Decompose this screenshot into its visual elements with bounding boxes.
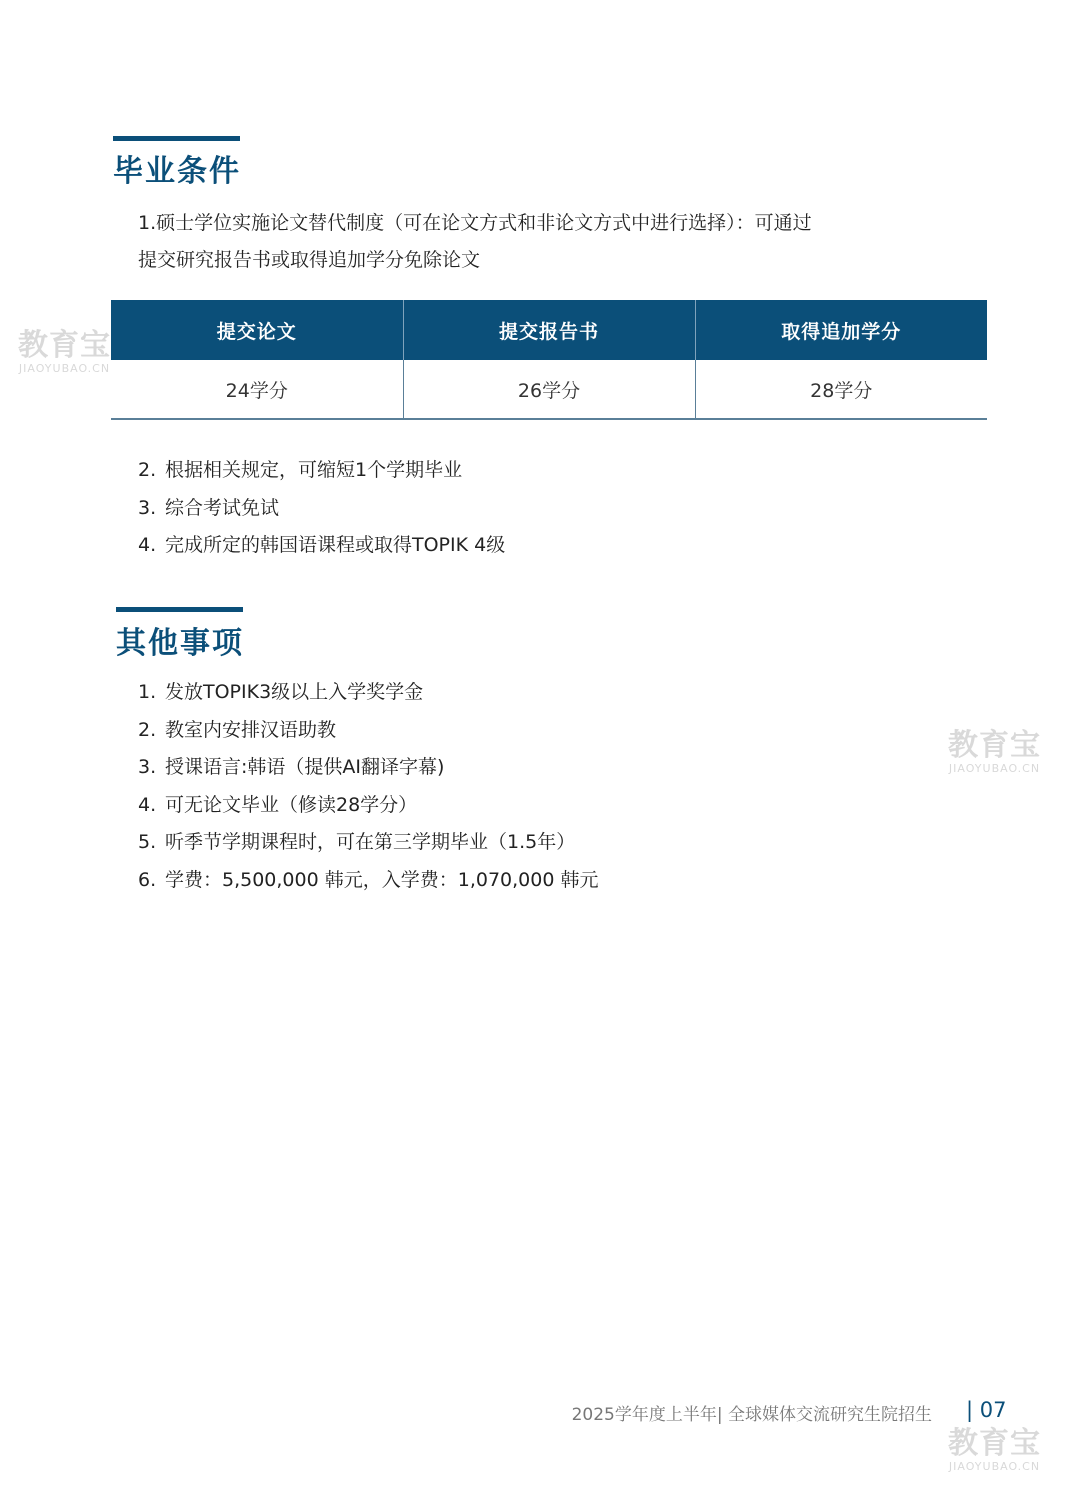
list-item-text: 授课语言:韩语（提供AI翻译字幕) [165,756,445,778]
footer-title: 2025学年度上半年| 全球媒体交流研究生院招生 [571,1405,932,1425]
watermark-logo-url: JIAOYUBAO.CN [948,762,1041,775]
section-other-bar [116,607,243,612]
footer-page-number: | 07 [966,1398,1007,1422]
list-item [138,490,505,528]
graduation-list [138,452,505,565]
list-item-number: 4. [138,793,157,816]
graduation-intro-line2: 提交研究报告书或取得追加学分免除论文 [138,249,481,271]
list-item-number: 6. [138,868,157,891]
list-item [138,824,598,862]
list-item [138,527,505,565]
list-item-text: 教室内安排汉语助教 [165,718,337,741]
list-item [138,452,505,490]
table-row [111,360,987,419]
section-other-title: 其他事项 [116,626,244,661]
section-graduation-title: 毕业条件 [113,154,241,189]
list-item-text: 听季节学期课程时，可在第三学期毕业（1.5年） [165,831,576,853]
credit-table-value-report: 26学分 [403,360,695,419]
list-item-text: 发放TOPIK3级以上入学奖学金 [165,681,424,703]
credit-table-value-credits: 28学分 [695,360,987,419]
credit-table-header-thesis: 提交论文 [111,300,403,360]
watermark-logo-url: JIAOYUBAO.CN [18,362,111,375]
other-list [138,674,598,899]
list-item-number: 1. [138,681,157,703]
credit-table-header-report: 提交报告书 [403,300,695,360]
list-item-text: 综合考试免试 [165,496,280,519]
watermark-logo-url: JIAOYUBAO.CN [948,1460,1041,1473]
graduation-intro-line1: 1.硕士学位实施论文替代制度（可在论文方式和非论文方式中进行选择）：可通过 [138,212,812,234]
watermark-logo [948,730,1041,775]
credit-table [111,300,987,420]
list-item-number: 5. [138,831,157,853]
list-item-number: 3. [138,496,157,519]
list-item-number: 2. [138,459,157,481]
list-item [138,862,598,900]
list-item [138,749,598,787]
list-item-text: 学费：5,500,000 韩元，入学费：1,070,000 韩元 [165,868,599,891]
watermark-logo [18,330,111,375]
list-item-text: 根据相关规定，可缩短1个学期毕业 [165,459,463,481]
watermark-logo-text: 教育宝 [948,1426,1041,1461]
credit-table-value-thesis: 24学分 [111,360,403,419]
list-item [138,712,598,750]
list-item-number: 4. [138,534,157,556]
list-item-number: 3. [138,756,157,778]
watermark-logo-text: 教育宝 [948,728,1041,763]
watermark-logo-text: 教育宝 [18,328,111,363]
watermark-logo [948,1428,1041,1473]
list-item-number: 2. [138,718,157,741]
section-graduation-bar [113,136,240,141]
list-item-text: 完成所定的韩国语课程或取得TOPIK 4级 [165,534,506,556]
list-item [138,787,598,825]
list-item [138,674,598,712]
credit-table-header-credits: 取得追加学分 [695,300,987,360]
credit-table-header-row [111,300,987,360]
list-item-text: 可无论文毕业（修读28学分） [165,793,418,816]
